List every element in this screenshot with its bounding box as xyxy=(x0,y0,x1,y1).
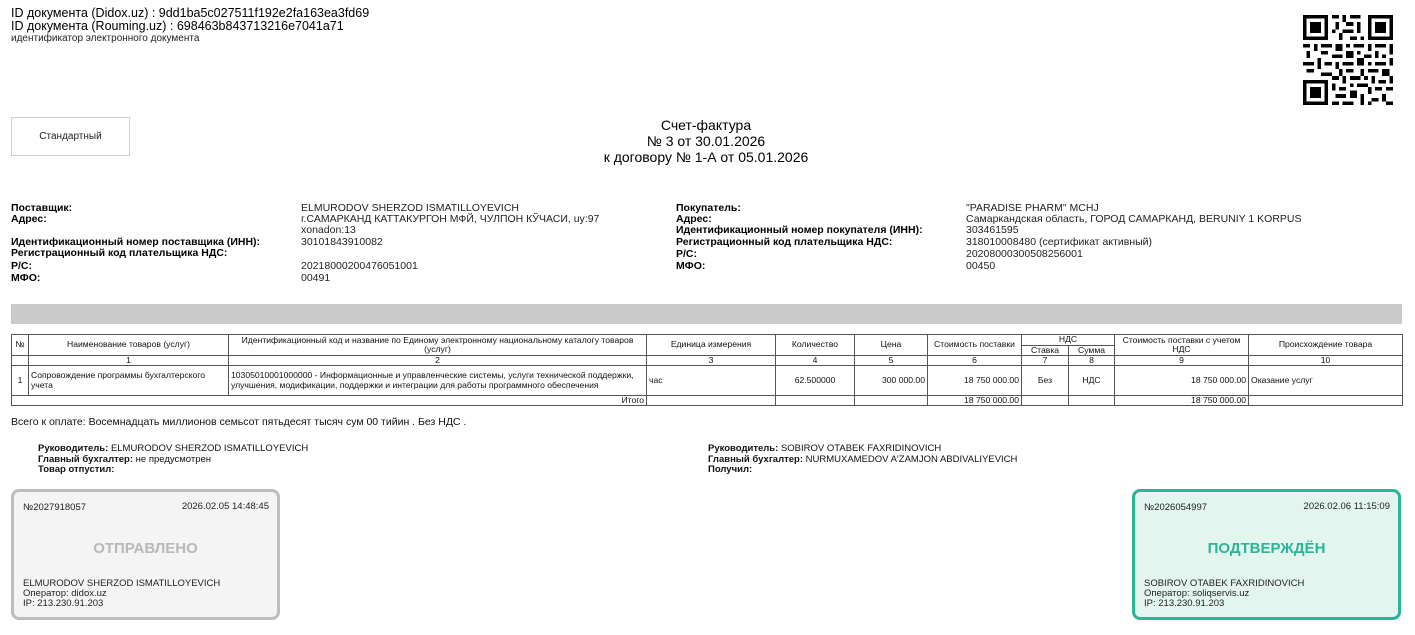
buyer-address: Самаркандская область, ГОРОД САМАРКАНД, BERUNIY 1 KORPUS xyxy=(966,213,1302,225)
supplier-inn: 30101843910082 xyxy=(301,236,383,248)
header-vat-rate: Ставка xyxy=(1022,345,1069,356)
buyer-rs: 20208000300508256001 xyxy=(966,248,1083,260)
column-number: 7 xyxy=(1022,356,1069,366)
confirmed-stamp-info xyxy=(1144,579,1304,609)
title-line-3: к договору № 1-А от 05.01.2026 xyxy=(603,149,809,165)
document-type-box: Стандартный xyxy=(11,117,130,156)
header-vat: НДС xyxy=(1022,335,1115,346)
column-numbers-row xyxy=(12,356,1403,366)
supplier-signatures xyxy=(38,444,308,476)
supplier-head-label: Руководитель: xyxy=(38,443,109,454)
total-empty xyxy=(776,396,855,406)
sent-stamp-status: ОТПРАВЛЕНО xyxy=(93,540,198,557)
header-code: Идентификационный код и название по Единому электронному национальному каталогу товаров (услуг) xyxy=(229,335,647,356)
column-number: 3 xyxy=(647,356,776,366)
buyer-rs-label: Р/С: xyxy=(676,248,697,260)
supplier-rs: 20218000200476051001 xyxy=(301,260,418,272)
supplier-release-label: Товар отпустил: xyxy=(38,464,115,475)
total-cost: 18 750 000.00 xyxy=(928,396,1022,406)
id-caption: идентификатор электронного документа xyxy=(11,33,200,44)
column-number: 5 xyxy=(855,356,928,366)
column-number: 9 xyxy=(1115,356,1249,366)
row-price: 300 000.00 xyxy=(855,366,928,396)
column-number: 1 xyxy=(29,356,229,366)
supplier-name: ELMURODOV SHERZOD ISMATILLOYEVICH xyxy=(301,202,520,214)
buyer-address-label: Адрес: xyxy=(676,213,712,225)
buyer-accountant-label: Главный бухгалтер: xyxy=(708,453,804,465)
buyer-vat: 318010008480 (сертификат активный) xyxy=(966,236,1153,248)
document-ids xyxy=(11,7,369,44)
separator-bar xyxy=(11,304,1402,324)
buyer-heading: Покупатель: xyxy=(676,202,741,214)
total-cost-vat: 18 750 000.00 xyxy=(1115,396,1249,406)
header-cost-vat: Стоимость поставки с учетом НДС xyxy=(1115,335,1249,356)
confirmed-stamp-operator: Оператор: soliqservis.uz xyxy=(1144,588,1250,599)
buyer-received-label: Получил: xyxy=(708,464,753,475)
buyer-name: "PARADISE PHARM" MCHJ xyxy=(966,202,1099,214)
total-to-pay: Всего к оплате: Восемнадцать миллионов семьсот пятьдесят тысяч сум 00 тийин . Без НДС . xyxy=(11,416,467,428)
confirmed-stamp-number: №2026054997 xyxy=(1144,502,1208,513)
supplier-address-2: xonadon:13 xyxy=(301,224,356,236)
sent-stamp-operator: Оператор: didox.uz xyxy=(23,588,107,599)
column-number: 6 xyxy=(928,356,1022,366)
buyer-head-name: SOBIROV OTABEK FAXRIDINOVICH xyxy=(780,443,942,454)
row-unit: час xyxy=(647,366,776,396)
supplier-rs-label: Р/С: xyxy=(11,260,32,272)
column-number: 4 xyxy=(776,356,855,366)
row-no: 1 xyxy=(12,366,29,396)
row-cost: 18 750 000.00 xyxy=(928,366,1022,396)
total-empty xyxy=(1022,396,1069,406)
confirmed-stamp-status: ПОДТВЕРЖДЁН xyxy=(1207,540,1326,557)
total-empty xyxy=(647,396,776,406)
supplier-vat-label: Регистрационный код плательщика НДС: xyxy=(11,247,228,259)
total-empty xyxy=(1249,396,1403,406)
sent-stamp-ip: IP: 213.230.91.203 xyxy=(23,598,104,609)
column-number: 8 xyxy=(1069,356,1115,366)
row-vat-rate: Без xyxy=(1022,366,1069,396)
table-header-row xyxy=(12,335,1403,346)
supplier-address-1: г.САМАРКАНД КАТТАКУРГОН МФЙ, ЧУЛПОН КЎЧАСИ, uy:97 xyxy=(301,213,600,225)
column-number: 2 xyxy=(229,356,647,366)
items-table xyxy=(11,334,1403,406)
sent-stamp-info xyxy=(23,579,220,609)
supplier-head-name: ELMURODOV SHERZOD ISMATILLOYEVICH xyxy=(110,443,309,454)
supplier-mfo-label: МФО: xyxy=(11,272,41,284)
supplier-mfo: 00491 xyxy=(301,272,331,284)
total-label: Итого xyxy=(12,396,647,406)
buyer-block xyxy=(676,203,1376,288)
header-qty: Количество xyxy=(776,335,855,356)
buyer-mfo-label: МФО: xyxy=(676,260,706,272)
header-vat-sum: Сумма xyxy=(1069,345,1115,356)
header-name: Наименование товаров (услуг) xyxy=(29,335,229,356)
row-code: 10305010001000000 - Информационные и управленческие системы, услуги технической поддержки, улучшения, модификации, поддержки и интеграции для работы программного обеспечения xyxy=(229,366,647,396)
rouming-id: ID документа (Rouming.uz) : 698463b843713216e7041a71 xyxy=(11,19,344,33)
confirmed-stamp xyxy=(1132,489,1401,620)
supplier-release-line xyxy=(38,465,308,476)
confirmed-stamp-date: 2026.02.06 11:15:09 xyxy=(1303,501,1390,512)
total-empty xyxy=(1069,396,1115,406)
total-empty xyxy=(855,396,928,406)
supplier-accountant-label: Главный бухгалтер: xyxy=(38,453,134,465)
row-name: Сопровождение программы бухгалтерского учета xyxy=(29,366,229,396)
supplier-address-label: Адрес: xyxy=(11,213,47,225)
didox-id: ID документа (Didox.uz) : 9dd1ba5c027511f192e2fa163ea3fd69 xyxy=(11,6,370,20)
buyer-vat-label: Регистрационный код плательщика НДС: xyxy=(676,236,893,248)
sent-stamp xyxy=(11,489,280,620)
buyer-received-line xyxy=(708,465,1017,476)
sent-stamp-number: №2027918057 xyxy=(23,502,87,513)
confirmed-stamp-signer: SOBIROV OTABEK FAXRIDINOVICH xyxy=(1144,578,1305,589)
buyer-accountant-line xyxy=(708,455,1017,466)
row-vat-sum: НДС xyxy=(1069,366,1115,396)
row-origin: Оказание услуг xyxy=(1249,366,1403,396)
row-cost-vat: 18 750 000.00 xyxy=(1115,366,1249,396)
buyer-signatures xyxy=(708,444,1017,476)
column-number-blank xyxy=(12,356,29,366)
buyer-inn: 303461595 xyxy=(966,224,1019,236)
buyer-mfo: 00450 xyxy=(966,260,996,272)
supplier-accountant-name: не предусмотрен xyxy=(135,453,212,465)
invoice-title xyxy=(556,117,856,165)
table-row xyxy=(12,366,1403,396)
buyer-accountant-name: NURMUXAMEDOV A'ZAMJON ABDIVALIYEVICH xyxy=(805,453,1018,465)
header-cost: Стоимость поставки xyxy=(928,335,1022,356)
confirmed-stamp-ip: IP: 213.230.91.203 xyxy=(1144,598,1225,609)
header-price: Цена xyxy=(855,335,928,356)
header-no: № xyxy=(12,335,29,356)
title-line-1: Счет-фактура xyxy=(660,117,752,133)
supplier-inn-label: Идентификационный номер поставщика (ИНН): xyxy=(11,236,261,248)
total-row xyxy=(12,396,1403,406)
sent-stamp-signer: ELMURODOV SHERZOD ISMATILLOYEVICH xyxy=(23,578,221,589)
buyer-inn-label: Идентификационный номер покупателя (ИНН): xyxy=(676,224,923,236)
header-origin: Происхождение товара xyxy=(1249,335,1403,356)
row-qty: 62.500000 xyxy=(776,366,855,396)
buyer-head-label: Руководитель: xyxy=(708,443,779,454)
header-unit: Единица измерения xyxy=(647,335,776,356)
title-line-2: № 3 от 30.01.2026 xyxy=(646,133,766,149)
column-number: 10 xyxy=(1249,356,1403,366)
supplier-heading: Поставщик: xyxy=(11,202,73,214)
supplier-block xyxy=(11,203,661,288)
sent-stamp-date: 2026.02.05 14:48:45 xyxy=(181,501,269,512)
qr-code-icon xyxy=(1303,15,1393,105)
